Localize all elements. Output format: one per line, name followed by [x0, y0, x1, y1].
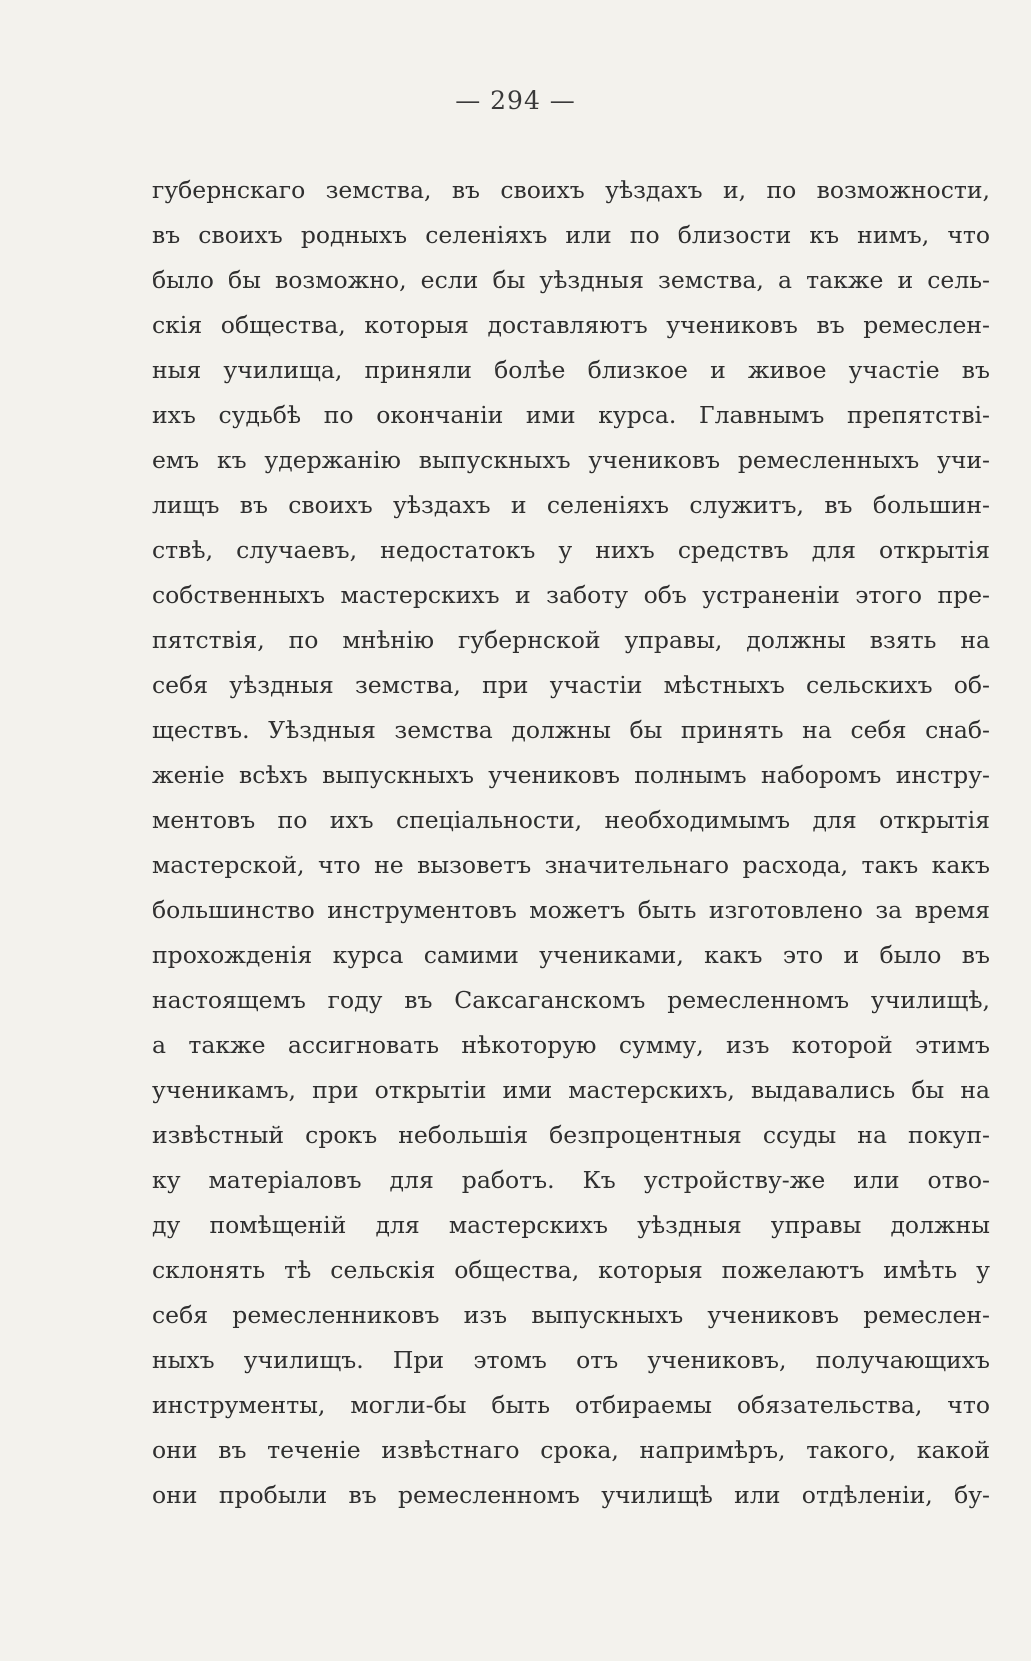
text-line: пятствія, по мнѣнію губернской управы, должны взять на: [152, 626, 990, 654]
text-line: было бы возможно, если бы уѣздныя земства, а также и сель-: [152, 266, 990, 294]
text-line: извѣстный срокъ небольшія безпроцентныя ссуды на покуп-: [152, 1121, 990, 1149]
text-line: ществъ. Уѣздныя земства должны бы принять на себя снаб-: [152, 716, 990, 744]
text-line: ныя училища, приняли болѣе близкое и живое участіе въ: [152, 356, 990, 384]
text-line: мастерской, что не вызоветъ значительнаго расхода, такъ какъ: [152, 851, 990, 879]
text-line: прохожденія курса самими учениками, какъ это и было въ: [152, 941, 990, 969]
text-line: они въ теченіе извѣстнаго срока, напримѣръ, такого, какой: [152, 1436, 990, 1464]
text-line: ствѣ, случаевъ, недостатокъ у нихъ средствъ для открытія: [152, 536, 990, 564]
text-line: собственныхъ мастерскихъ и заботу объ устраненіи этого пре-: [152, 581, 990, 609]
text-line: а также ассигновать нѣкоторую сумму, изъ которой этимъ: [152, 1031, 990, 1059]
text-line: емъ къ удержанію выпускныхъ учениковъ ремесленныхъ учи-: [152, 446, 990, 474]
text-line: женіе всѣхъ выпускныхъ учениковъ полнымъ наборомъ инстру-: [152, 761, 990, 789]
text-line: они пробыли въ ремесленномъ училищѣ или отдѣленіи, бу-: [152, 1481, 990, 1509]
text-line: ныхъ училищъ. При этомъ отъ учениковъ, получающихъ: [152, 1346, 990, 1374]
text-line: себя уѣздныя земства, при участіи мѣстныхъ сельскихъ об-: [152, 671, 990, 699]
text-line: ученикамъ, при открытіи ими мастерскихъ, выдавались бы на: [152, 1076, 990, 1104]
page-number: — 294 —: [455, 86, 576, 115]
text-line: склонять тѣ сельскія общества, которыя пожелаютъ имѣть у: [152, 1256, 990, 1284]
text-line: ду помѣщеній для мастерскихъ уѣздныя управы должны: [152, 1211, 990, 1239]
text-line: инструменты, могли-бы быть отбираемы обязательства, что: [152, 1391, 990, 1419]
text-line: ку матеріаловъ для работъ. Къ устройству-же или отво-: [152, 1166, 990, 1194]
text-line: ментовъ по ихъ спеціальности, необходимымъ для открытія: [152, 806, 990, 834]
text-line: губернскаго земства, въ своихъ уѣздахъ и, по возможности,: [152, 176, 990, 204]
text-line: лищъ въ своихъ уѣздахъ и селеніяхъ служитъ, въ большин-: [152, 491, 990, 519]
body-text: [152, 168, 990, 1518]
text-line: скія общества, которыя доставляютъ учениковъ въ ремеслен-: [152, 311, 990, 339]
text-line: ихъ судьбѣ по окончаніи ими курса. Главнымъ препятствi-: [152, 401, 990, 429]
text-line: настоящемъ году въ Саксаганскомъ ремесленномъ училищѣ,: [152, 986, 990, 1014]
text-line: себя ремесленниковъ изъ выпускныхъ учениковъ ремеслен-: [152, 1301, 990, 1329]
text-line: большинство инструментовъ можетъ быть изготовлено за время: [152, 896, 990, 924]
text-line: въ своихъ родныхъ селеніяхъ или по близости къ нимъ, что: [152, 221, 990, 249]
